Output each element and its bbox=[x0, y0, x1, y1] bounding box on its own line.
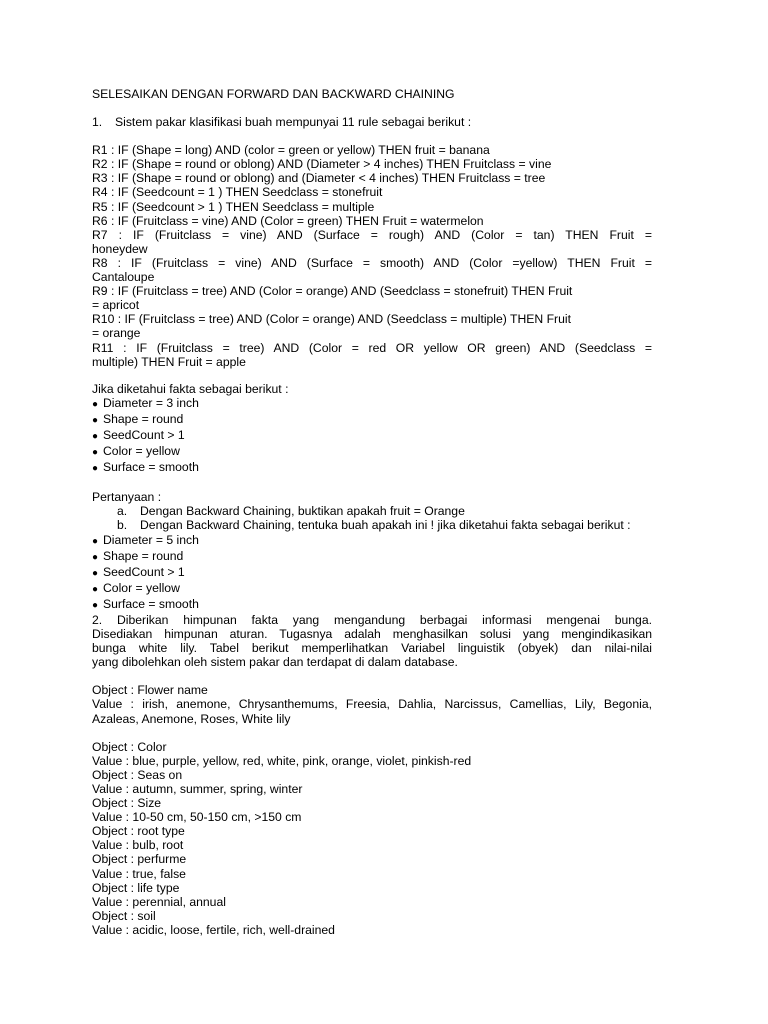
bullet-icon: ● bbox=[92, 447, 99, 459]
fact-item bbox=[92, 428, 652, 444]
rule-r11-line1: R11 : IF (Fruitclass = tree) AND (Color = red OR yellow OR green) AND (Seedclass = bbox=[92, 340, 652, 355]
bullet-icon: ● bbox=[92, 551, 99, 563]
bullet-icon: ● bbox=[92, 430, 99, 442]
rule-r9-line1: R9 : IF (Fruitclass = tree) AND (Color = orange) AND (Seedclass = stonefruit) THEN Fruit bbox=[92, 284, 573, 299]
fact-item bbox=[92, 444, 652, 460]
bullet-icon: ● bbox=[92, 599, 99, 611]
value-root-type: Value : bulb, root bbox=[92, 838, 184, 853]
rule-r8-line1: R8 : IF (Fruitclass = vine) AND (Surface = smooth) AND (Color =yellow) THEN Fruit = bbox=[92, 255, 652, 270]
question-b-marker: b. bbox=[117, 518, 128, 533]
fact-text: Surface = smooth bbox=[103, 460, 199, 475]
q2-paragraph-line3: bunga white lily. Tabel berikut memperlihatkan Variabel linguistik (obyek) dan nilai-nilai bbox=[92, 641, 652, 656]
question-a-marker: a. bbox=[117, 504, 128, 519]
rule-r3: R3 : IF (Shape = round or oblong) and (Diameter < 4 inches) THEN Fruitclass = tree bbox=[92, 171, 546, 186]
q1-intro-text: Sistem pakar klasifikasi buah mempunyai 11 rule sebagai berikut : bbox=[115, 115, 472, 130]
fact2-text: Shape = round bbox=[103, 548, 184, 563]
object-size: Object : Size bbox=[92, 796, 162, 811]
fact2-text: Surface = smooth bbox=[103, 596, 199, 611]
question-b-text: Dengan Backward Chaining, tentuka buah apakah ini ! jika diketahui fakta sebagai berikut : bbox=[140, 518, 631, 533]
value-flower-name-line1: Value : irish, anemone, Chrysanthemums, Freesia, Dahlia, Narcissus, Camellias, Lily, Begonia, bbox=[92, 697, 652, 712]
fact2-item bbox=[92, 565, 652, 581]
fact2-text: Diameter = 5 inch bbox=[103, 532, 199, 547]
value-life-type: Value : perennial, annual bbox=[92, 894, 226, 909]
rule-r2: R2 : IF (Shape = round or oblong) AND (Diameter > 4 inches) THEN Fruitclass = vine bbox=[92, 157, 552, 172]
value-color: Value : blue, purple, yellow, red, white, pink, orange, violet, pinkish-red bbox=[92, 753, 472, 768]
bullet-icon: ● bbox=[92, 535, 99, 547]
bullet-icon: ● bbox=[92, 414, 99, 426]
fact-text: Color = yellow bbox=[103, 444, 180, 459]
fact-item bbox=[92, 460, 652, 476]
rule-r5: R5 : IF (Seedcount > 1 ) THEN Seedclass = multiple bbox=[92, 199, 375, 214]
rule-r11-line2: multiple) THEN Fruit = apple bbox=[92, 354, 246, 369]
facts-intro: Jika diketahui fakta sebagai berikut : bbox=[92, 381, 289, 396]
q1-number: 1. bbox=[92, 115, 103, 130]
q2-paragraph-line1: 2. Diberikan himpunan fakta yang mengandung berbagai informasi mengenai bunga. bbox=[92, 613, 652, 627]
fact2-item bbox=[92, 597, 652, 613]
fact-text: SeedCount > 1 bbox=[103, 427, 185, 442]
object-root-type: Object : root type bbox=[92, 824, 185, 839]
q2-paragraph-line2: Disediakan himpunan aturan. Tugasnya adalah menghasilkan solusi yang mengindikasikan bbox=[92, 627, 652, 642]
rule-r6: R6 : IF (Fruitclass = vine) AND (Color = green) THEN Fruit = watermelon bbox=[92, 213, 484, 228]
bullet-icon: ● bbox=[92, 463, 99, 475]
fact-item bbox=[92, 412, 652, 428]
fact2-text: SeedCount > 1 bbox=[103, 564, 185, 579]
value-size: Value : 10-50 cm, 50-150 cm, >150 cm bbox=[92, 810, 302, 825]
rule-r7-line1: R7 : IF (Fruitclass = vine) AND (Surface = rough) AND (Color = tan) THEN Fruit = bbox=[92, 227, 652, 242]
object-flower-name: Object : Flower name bbox=[92, 683, 208, 698]
q2-paragraph-line4: yang dibolehkan oleh sistem pakar dan terdapat di dalam database. bbox=[92, 655, 458, 670]
fact2-item bbox=[92, 533, 652, 549]
value-perfume: Value : true, false bbox=[92, 866, 186, 881]
fact2-item bbox=[92, 549, 652, 565]
question-label: Pertanyaan : bbox=[92, 490, 162, 505]
question-a bbox=[92, 504, 652, 518]
object-soil: Object : soil bbox=[92, 908, 156, 923]
rule-r4: R4 : IF (Seedcount = 1 ) THEN Seedclass = stonefruit bbox=[92, 185, 383, 200]
fact-text: Diameter = 3 inch bbox=[103, 395, 199, 410]
object-color: Object : Color bbox=[92, 739, 167, 754]
value-flower-name-line2: Azaleas, Anemone, Roses, White lily bbox=[92, 711, 291, 726]
rule-r9-line2: = apricot bbox=[92, 298, 140, 313]
rule-r1: R1 : IF (Shape = long) AND (color = green or yellow) THEN fruit = banana bbox=[92, 143, 490, 158]
q1-intro bbox=[92, 115, 652, 129]
value-soil: Value : acidic, loose, fertile, rich, well-drained bbox=[92, 922, 335, 937]
page-title: SELESAIKAN DENGAN FORWARD DAN BACKWARD CHAINING bbox=[92, 87, 455, 101]
question-a-text: Dengan Backward Chaining, buktikan apakah fruit = Orange bbox=[140, 504, 465, 519]
object-perfume: Object : perfurme bbox=[92, 852, 187, 867]
rule-r7-line2: honeydew bbox=[92, 241, 148, 256]
bullet-icon: ● bbox=[92, 398, 99, 410]
value-season: Value : autumn, summer, spring, winter bbox=[92, 781, 303, 796]
object-life-type: Object : life type bbox=[92, 880, 180, 895]
bullet-icon: ● bbox=[92, 567, 99, 579]
document-body bbox=[92, 87, 652, 937]
fact-item bbox=[92, 396, 652, 412]
fact-text: Shape = round bbox=[103, 411, 184, 426]
rule-r10-line1: R10 : IF (Fruitclass = tree) AND (Color = orange) AND (Seedclass = multiple) THEN Fruit bbox=[92, 312, 571, 327]
rule-r8-line2: Cantaloupe bbox=[92, 270, 155, 285]
bullet-icon: ● bbox=[92, 583, 99, 595]
fact2-item bbox=[92, 581, 652, 597]
question-b bbox=[92, 518, 652, 532]
object-season: Object : Seas on bbox=[92, 767, 183, 782]
fact2-text: Color = yellow bbox=[103, 580, 180, 595]
rule-r10-line2: = orange bbox=[92, 326, 141, 341]
